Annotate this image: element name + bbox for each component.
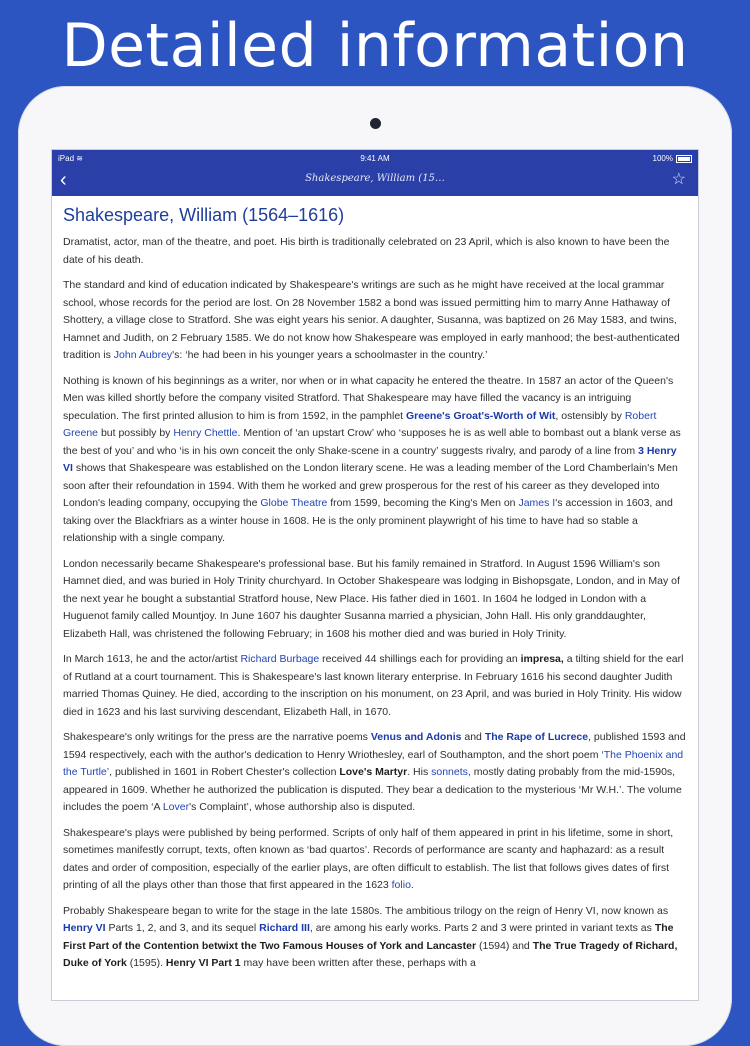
text: (1595). <box>126 957 166 969</box>
paragraph-1 <box>63 234 687 269</box>
text: may have been written after these, perhaps with a <box>240 957 476 969</box>
link-phoenix-and-turtle[interactable]: ‘The Phoenix and the Turtle’ <box>63 748 684 778</box>
link-folio[interactable]: folio <box>391 879 411 891</box>
paragraph-3 <box>63 373 687 548</box>
text: , are among his early works. Parts 2 and 3 were printed in variant texts as <box>309 922 655 934</box>
entry-content <box>52 196 698 973</box>
text: , mostly dating probably from the mid-1590s, appeared in 1609. Whether he authorized the publication is disputed. They bear a dedication to the mysterious ‘Mr W.H.’. The volume includes the poem ‘A <box>63 766 682 813</box>
text: Dramatist, actor, man of the theatre, and poet. His birth is traditionally celebrated on 23 April, which is also known to have been the date of his death. <box>63 236 670 266</box>
text: from 1599, becoming the King's Men on <box>327 497 519 509</box>
status-bar <box>52 150 698 167</box>
term-impresa: impresa, <box>520 653 564 665</box>
text: Shakespeare's plays were published by being performed. Scripts of only half of them appeared in print in his lifetime, some in short, sometimes manifestly corrupt, texts, often known as ‘bad quartos’. Records of performance are scanty and haphazard: as a result dates and order of composition, especially of the earlier plays, are often difficult to establish. The list that follows gives dates of first printing of all the plays other than those that first appeared in the 1623 <box>63 826 674 891</box>
text: Shakespeare's only writings for the press are the narrative poems <box>63 731 371 743</box>
paragraph-8 <box>63 903 687 973</box>
chevron-left-icon[interactable]: ‹ <box>60 169 67 191</box>
term-first-part-contention: The First Part of the Contention betwixt the Two Famous Houses of York and Lancaster <box>63 922 674 952</box>
status-time: 9:41 AM <box>360 154 390 163</box>
entry-headword: Shakespeare, William (1564–1616) <box>63 205 345 225</box>
star-outline-icon[interactable]: ☆ <box>671 171 686 188</box>
text: 's: ‘he had been in his younger years a schoolmaster in the country.’ <box>172 349 488 361</box>
link-james-i[interactable]: James I <box>518 497 556 509</box>
link-henry-vi[interactable]: Henry VI <box>63 922 106 934</box>
paragraph-2 <box>63 277 687 365</box>
text: Parts 1, 2, and 3, and its sequel <box>105 922 260 934</box>
paragraph-6 <box>63 729 687 817</box>
battery-icon <box>676 155 692 163</box>
text: a tilting shield for the earl of Rutland at a court tournament. This is Shakespeare's last known literary enterprise. In February 1616 his second daughter Judith married Thomas Quiney. He died, according to the inscription on his monument, on 23 April, and was buried in Holy Trinity. His widow died in 1623 and his last surviving descendant, Elizabeth Hall, in 1670. <box>63 653 684 718</box>
text: , published in 1601 in Robert Chester's collection <box>109 766 340 778</box>
link-globe-theatre[interactable]: Globe Theatre <box>260 497 328 509</box>
link-greenes-groats-worth[interactable]: Greene's Groat's-Worth of Wit <box>406 409 556 422</box>
nav-bar <box>52 167 698 196</box>
battery-percent: 100% <box>652 154 673 163</box>
wifi-icon: ≋ <box>76 154 83 163</box>
text: . <box>410 879 414 891</box>
text: . His <box>407 766 432 778</box>
link-sonnets[interactable]: sonnets <box>431 766 468 778</box>
nav-title: Shakespeare, William (15… <box>305 173 445 184</box>
status-battery <box>653 154 692 163</box>
paragraph-5 <box>63 651 687 721</box>
text: 's Complaint’, whose authorship also is disputed. <box>189 801 416 813</box>
text: 's accession in 1603, and taking over the Blackfriars as a winter house in 1608. He is the only prominent playwright of his time to have had so stable a relationship with a single company. <box>63 497 673 544</box>
app-screen <box>52 150 698 1000</box>
text: Nothing is known of his beginnings as a writer, nor when or in what capacity he entered the theatre. In 1587 an actor of the Queen's Men was killed shortly before the company visited Stratford. That Shakespeare may have filled the vacancy is an intriguing speculation. The first printed allusion to him is from 1592, in the pamphlet <box>63 374 674 422</box>
link-lover[interactable]: Lover <box>162 801 190 813</box>
text: and <box>461 731 485 743</box>
device-label: iPad <box>58 154 75 163</box>
text: but possibly by <box>98 427 174 439</box>
text: London necessarily became Shakespeare's professional base. But his family remained in Stratford. In August 1596 William's son Hamnet died, and was buried in Holy Trinity churchyard. In October Shakespeare was lodging in Bishopsgate, London, and in May of the next year he bought a substantial Stratford house, New Place. His father died in 1601. In 1604 he lodged in London with a Huguenot family called Mountjoy. In June 1607 his daughter Susanna married a physician, John Hall. His only granddaughter, Elizabeth Hall, was christened the following February; in 1608 his mother died and was buried in Holy Trinity. <box>63 557 680 640</box>
text: Probably Shakespeare began to write for the stage in the late 1580s. The ambitious trilogy on the reign of Henry VI, now known as <box>63 904 669 917</box>
term-henry-vi-part-1: Henry VI Part 1 <box>165 957 241 969</box>
link-3-henry-vi[interactable]: 3 Henry VI <box>63 444 677 474</box>
text: received 44 shillings each for providing an <box>319 653 521 665</box>
link-venus-and-adonis[interactable]: Venus and Adonis <box>370 731 462 743</box>
paragraph-7 <box>63 825 687 895</box>
text: , ostensibly by <box>555 409 625 422</box>
text: , published 1593 and 1594 respectively, each with the author's dedication to Henry Wriothesley, earl of Southampton, and the short poem <box>63 731 686 761</box>
link-richard-burbage[interactable]: Richard Burbage <box>240 653 320 665</box>
promo-title: Detailed information <box>61 11 689 81</box>
link-robert-greene[interactable]: Robert Greene <box>63 409 657 439</box>
link-richard-iii[interactable]: Richard III <box>259 922 310 934</box>
link-henry-chettle[interactable]: Henry Chettle <box>173 427 238 439</box>
text: The standard and kind of education indicated by Shakespeare's writings are such as he might have received at the local grammar school, whose records for the period are lost. On 28 November 1582 a bond was issued permitting him to marry Anne Hathaway of Shottery, a village close to Stratford. She was eight years his senior. A daughter, Susanna, was baptized on 26 May 1583, and twins, Hamnet and Judith, on 2 February 1585. We do not know how Shakespeare was employed in early manhood; the best-authenticated tradition is <box>63 279 680 361</box>
term-loves-martyr: Love's Martyr <box>339 766 408 778</box>
link-john-aubrey[interactable]: John Aubrey <box>113 349 173 361</box>
link-rape-of-lucrece[interactable]: The Rape of Lucrece <box>484 731 589 743</box>
text: shows that Shakespeare was established on the London literary scene. He was a leading member of the Lord Chamberlain's Men soon after their refoundation in 1594. With them he worked and grew prosperous for the rest of his career as they developed into London's leading company, occupying the <box>63 462 678 509</box>
text: . Mention of ‘an upstart Crow’ who ‘supposes he is as well able to bombast out a blank verse as the best of you’ and who ‘is in his own conceit the only Shake-scene in a country’ suggests rivalry, and parody of a line from <box>63 427 681 457</box>
term-true-tragedy: The True Tragedy of Richard, Duke of York <box>63 939 678 969</box>
text: (1594) and <box>476 939 533 952</box>
camera-dot <box>370 118 381 129</box>
paragraph-4 <box>63 556 687 644</box>
text: In March 1613, he and the actor/artist <box>63 653 241 665</box>
